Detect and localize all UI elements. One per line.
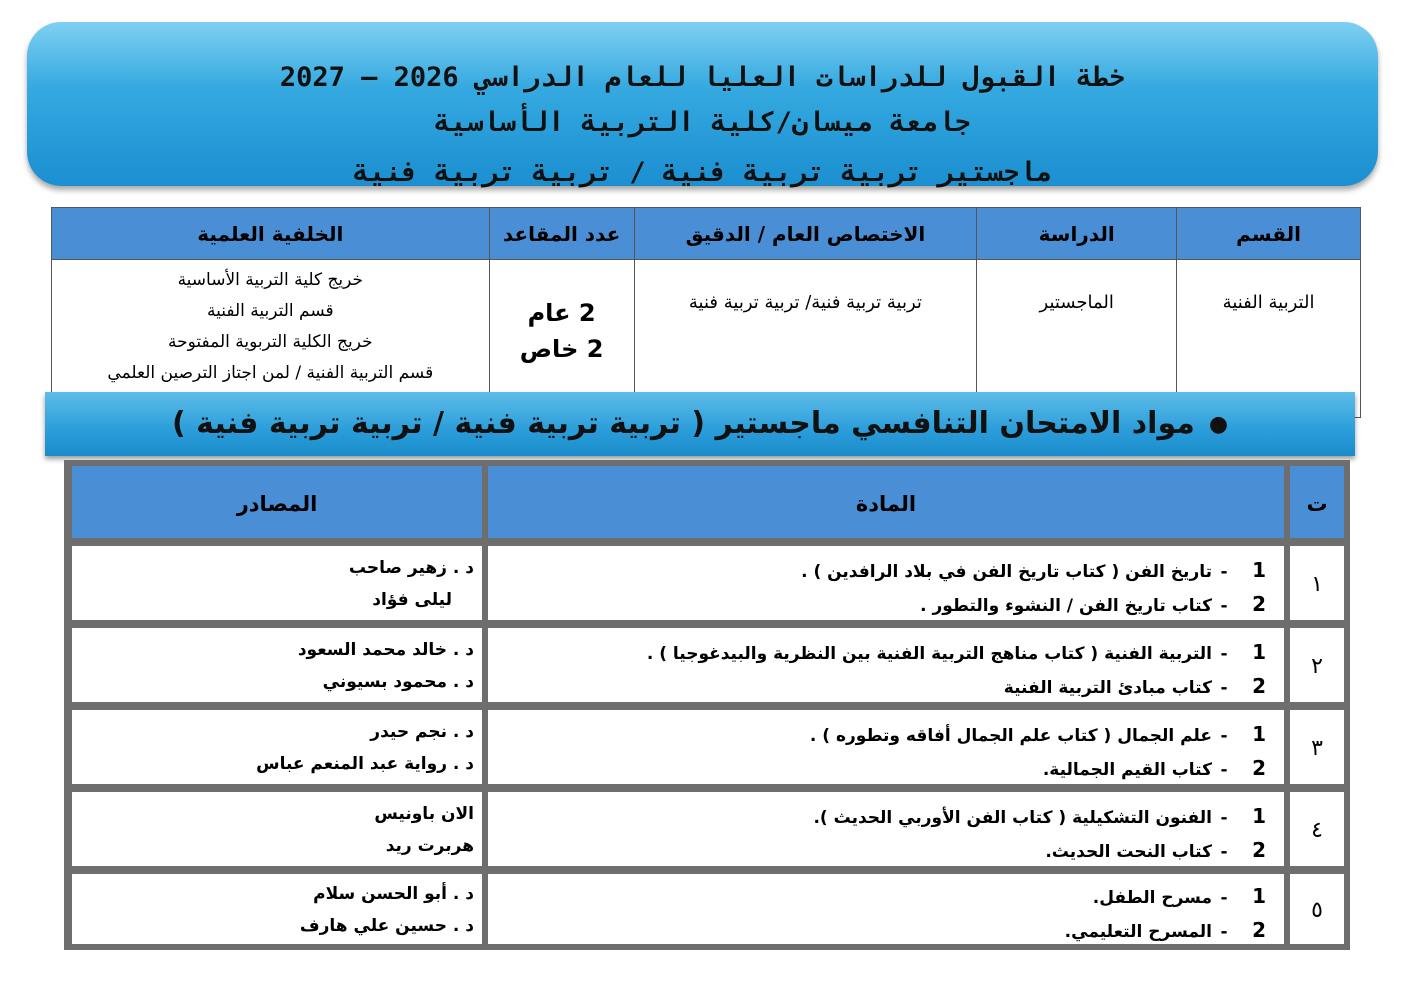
row-number: ٤ <box>1288 790 1346 868</box>
header-university: جامعة ميسان/كلية التربية الأساسية <box>434 107 971 138</box>
seats-general: 2 عام <box>527 299 596 327</box>
row-number: ٥ <box>1288 872 1346 946</box>
exam-header-num: ت <box>1288 464 1346 540</box>
background-line: قسم التربية الفنية / لمن اجتاز الترصين العلمي <box>107 363 434 383</box>
seats-private: 2 خاص <box>519 335 604 363</box>
subject-item: 2-كتاب النحت الحديث. <box>1045 838 1266 862</box>
source-item: د . نجم حيدر <box>370 722 474 742</box>
header-department: القسم <box>1177 208 1361 260</box>
subject-item: 1-التربية الفنية ( كتاب مناهج التربية الفنية بين النظرية والبيدغوجيا ) . <box>646 640 1266 664</box>
source-item: د . حسين علي هارف <box>299 916 474 936</box>
row-sources <box>70 872 484 946</box>
background-line: خريج الكلية التربوية المفتوحة <box>168 332 373 352</box>
row-sources <box>70 708 484 786</box>
exam-header-sources: المصادر <box>70 464 484 540</box>
row-sources <box>70 626 484 704</box>
row-subjects <box>486 790 1286 868</box>
header-seats: عدد المقاعد <box>489 208 634 260</box>
subject-item: 2-كتاب القيم الجمالية. <box>1042 756 1266 780</box>
header-study: الدراسة <box>977 208 1177 260</box>
header-program: ماجستير تربية تربية فنية / تربية تربية فنية <box>353 157 1052 188</box>
row-subjects <box>486 708 1286 786</box>
subject-item: 1-علم الجمال ( كتاب علم الجمال أفاقه وتطوره ) . <box>809 722 1266 746</box>
source-item: ليلى فؤاد <box>372 590 452 610</box>
department-cell: التربية الفنية <box>1177 260 1361 418</box>
source-item: د . أبو الحسن سلام <box>313 884 474 904</box>
source-item: د . رواية عبد المنعم عباس <box>256 754 474 774</box>
row-number: ٢ <box>1288 626 1346 704</box>
header-title: خطة القبول للدراسات العليا للعام الدراسي 2026 – 2027 <box>279 62 1126 93</box>
section-title-bar <box>45 392 1355 456</box>
header-specialization: الاختصاص العام / الدقيق <box>634 208 977 260</box>
source-item: د . خالد محمد السعود <box>297 640 474 660</box>
admission-info-table <box>51 207 1361 418</box>
row-subjects <box>486 626 1286 704</box>
row-sources <box>70 790 484 868</box>
subject-item: 2-كتاب مبادئ التربية الفنية <box>1003 674 1266 698</box>
specialization-cell: تربية تربية فنية/ تربية تربية فنية <box>634 260 977 418</box>
row-subjects <box>486 872 1286 946</box>
row-number: ٣ <box>1288 708 1346 786</box>
subject-item: 2-كتاب تاريخ الفن / النشوء والتطور . <box>920 592 1266 616</box>
row-number: ١ <box>1288 544 1346 622</box>
source-item: د . زهير صاحب <box>348 558 474 578</box>
background-line: قسم التربية الفنية <box>206 301 334 321</box>
source-item: الان باونيس <box>374 804 474 824</box>
subject-item: 1-مسرح الطفل. <box>1092 884 1266 908</box>
header-background: الخلفية العلمية <box>52 208 490 260</box>
info-header-row <box>52 208 1361 260</box>
row-sources <box>70 544 484 622</box>
subject-item: 1-تاريخ الفن ( كتاب تاريخ الفن في بلاد الرافدين ) . <box>801 558 1266 582</box>
source-item: هربرت ريد <box>385 836 474 856</box>
study-cell: الماجستير <box>977 260 1177 418</box>
background-line: خريج كلية التربية الأساسية <box>177 270 364 290</box>
exam-subjects-table <box>64 460 1350 950</box>
subject-item: 2-المسرح التعليمي. <box>1064 918 1266 942</box>
bullet-icon: ● <box>1208 411 1229 437</box>
source-item: د . محمود بسيوني <box>322 672 474 692</box>
exam-header-subject: المادة <box>486 464 1286 540</box>
row-subjects <box>486 544 1286 622</box>
subject-item: 1-الفنون التشكيلية ( كتاب الفن الأوربي الحديث ). <box>813 804 1266 828</box>
header-banner <box>27 22 1378 186</box>
section-title: مواد الامتحان التنافسي ماجستير ( تربية تربية فنية / تربية تربية فنية ) <box>171 406 1195 441</box>
